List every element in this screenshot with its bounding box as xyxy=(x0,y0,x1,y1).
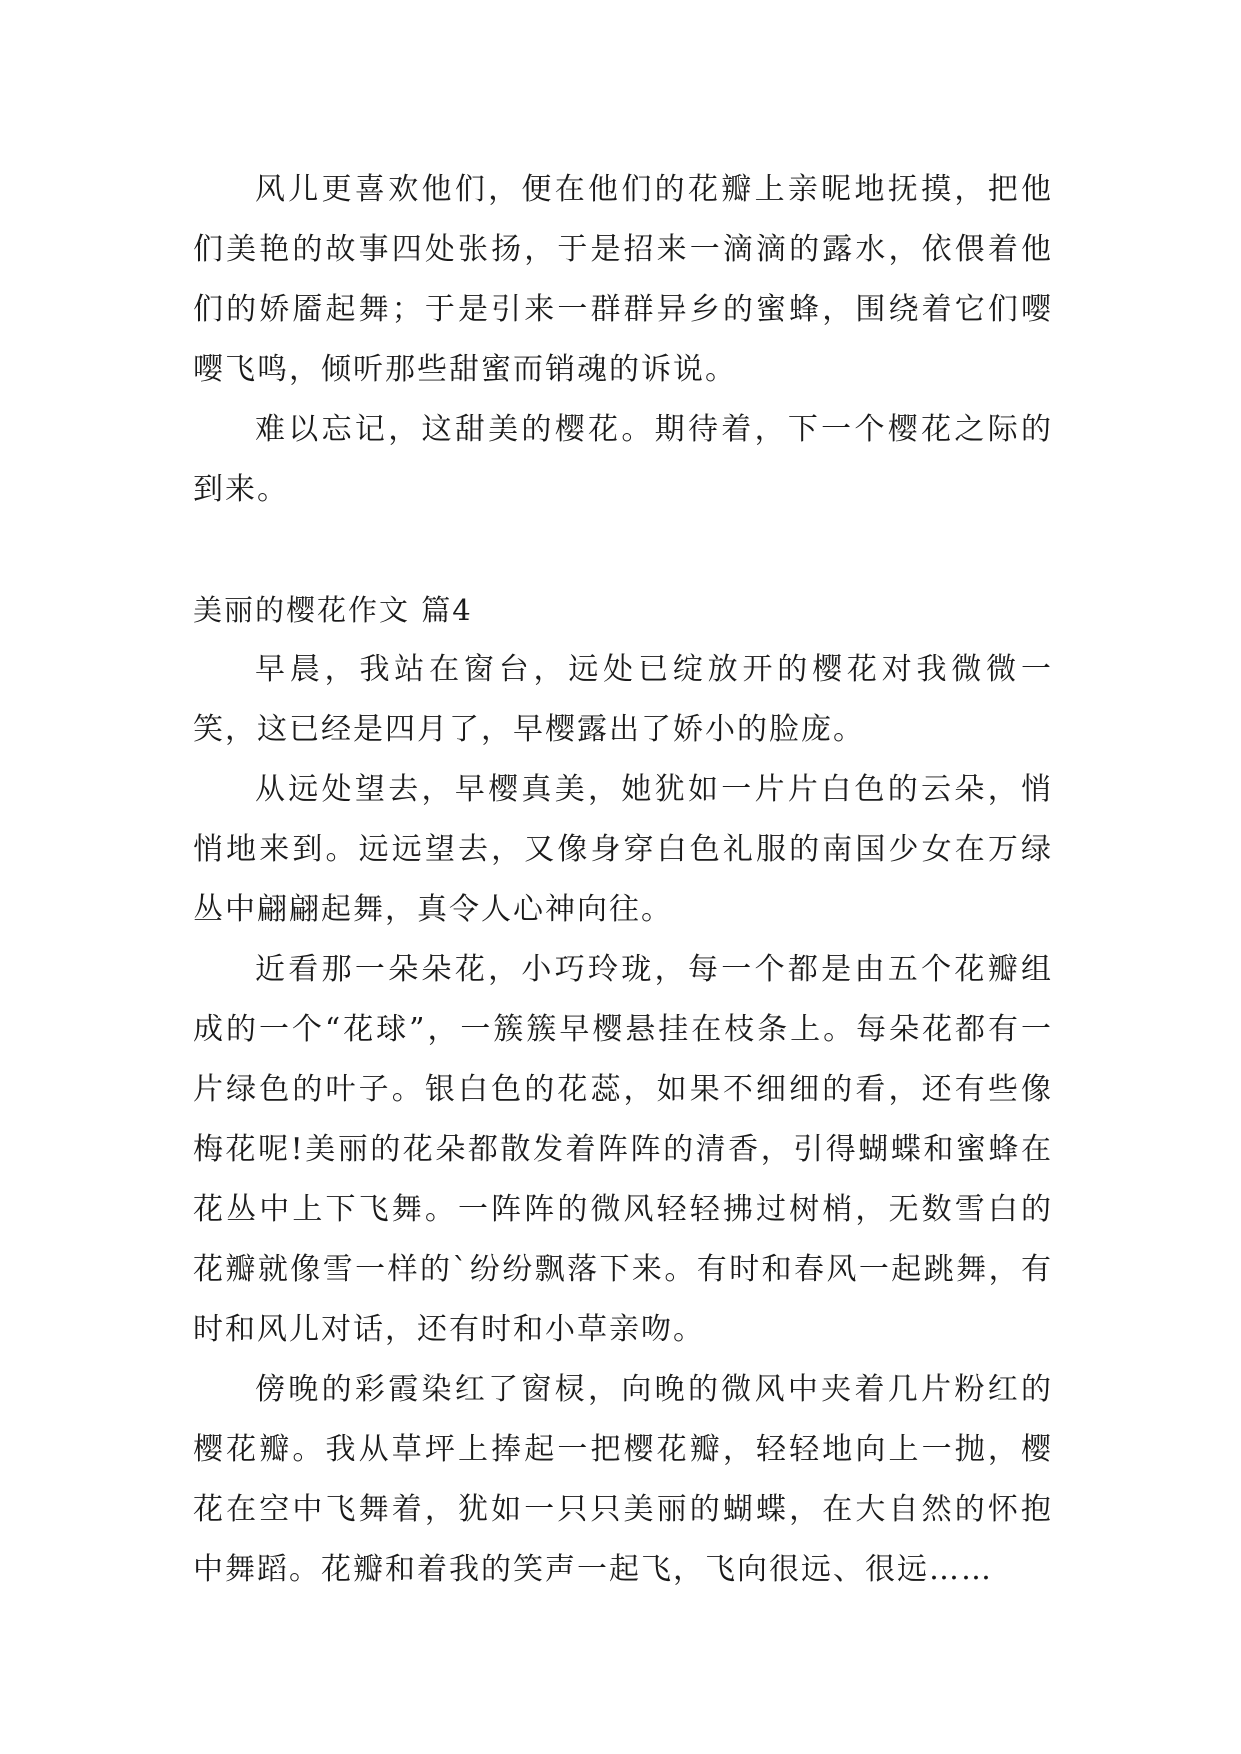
paragraph-evening: 傍晚的彩霞染红了窗棂，向晚的微风中夹着几片粉红的樱花瓣。我从草坪上捧起一把樱花瓣，轻轻地向上一抛，樱花在空中飞舞着，犹如一只只美丽的蝴蝶，在大自然的怀抱中舞蹈。花瓣和着我的笑声一起飞，飞向很远、很远…… xyxy=(193,1372,1053,1587)
section-title: 美丽的樱花作文 篇4 xyxy=(193,593,473,627)
paragraph-closeup: 近看那一朵朵花，小巧玲珑，每一个都是由五个花瓣组成的一个“花球”，一簇簇早樱悬挂在枝条上。每朵花都有一片绿色的叶子。银白色的花蕊，如果不细细的看，还有些像梅花呢!美丽的花朵都散发着阵阵的清香，引得蝴蝶和蜜蜂在花丛中上下飞舞。一阵阵的微风轻轻拂过树梢，无数雪白的花瓣就像雪一样的`纷纷飘落下来。有时和春风一起跳舞，有时和风儿对话，还有时和小草亲吻。 xyxy=(193,952,1053,1347)
paragraph-distance: 从远处望去，早樱真美，她犹如一片片白色的云朵，悄悄地来到。远远望去，又像身穿白色礼服的南国少女在万绿丛中翩翩起舞，真令人心神向往。 xyxy=(193,772,1053,927)
document-body xyxy=(193,160,1053,1600)
paragraph-wind: 风儿更喜欢他们，便在他们的花瓣上亲昵地抚摸，把他们美艳的故事四处张扬，于是招来一滴滴的露水，依偎着他们的娇靥起舞；于是引来一群群异乡的蜜蜂，围绕着它们嘤嘤飞鸣，倾听那些甜蜜而销魂的诉说。 xyxy=(193,172,1053,387)
paragraph-morning: 早晨，我站在窗台，远处已绽放开的樱花对我微微一笑，这已经是四月了，早樱露出了娇小的脸庞。 xyxy=(193,652,1053,747)
paragraph-unforgettable: 难以忘记，这甜美的樱花。期待着，下一个樱花之际的到来。 xyxy=(193,412,1053,507)
